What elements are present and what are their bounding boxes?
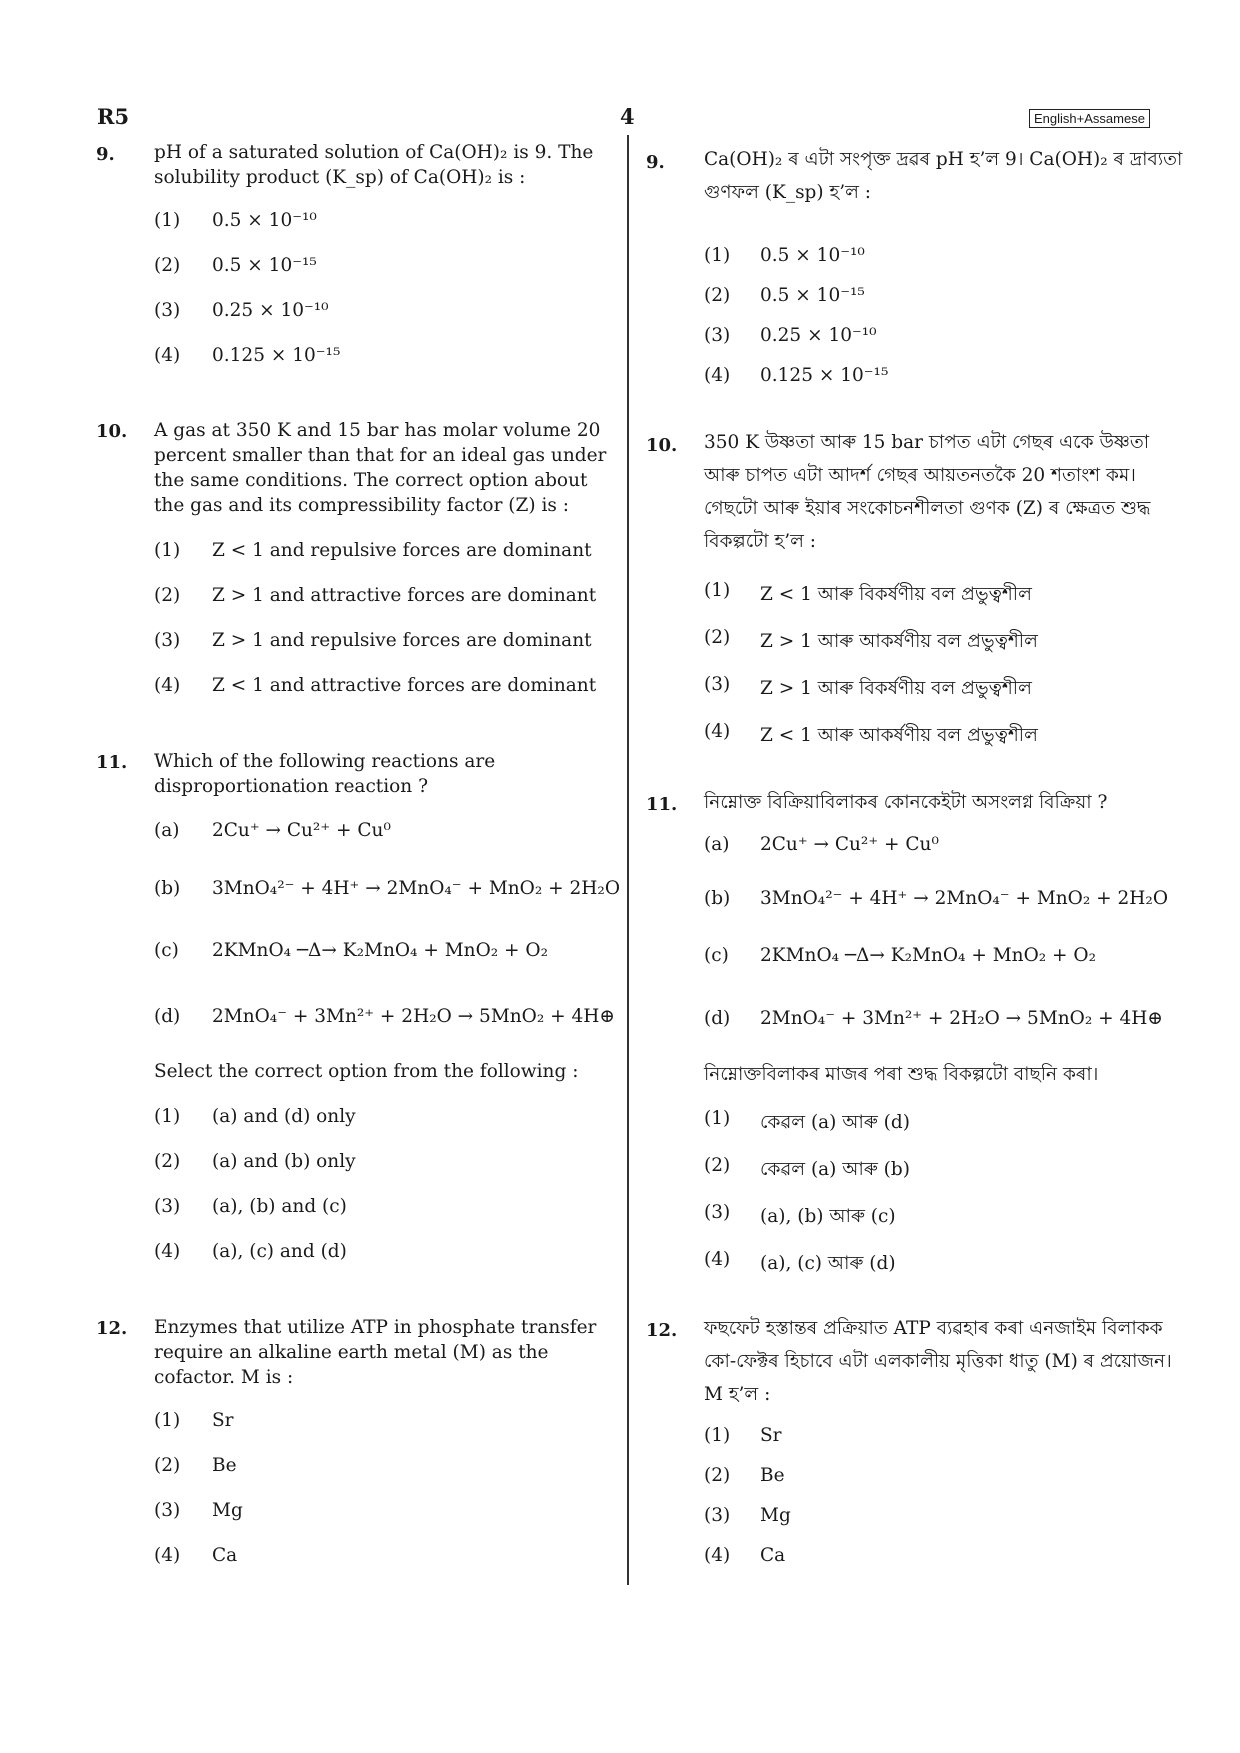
option-number: (2) — [154, 255, 181, 276]
option-text: (a), (c) আৰু (d) — [760, 1253, 896, 1274]
option-number: (1) — [704, 245, 731, 266]
reaction-label: (d) — [154, 1006, 181, 1027]
page-number: 4 — [620, 104, 635, 129]
option-text: (a), (c) and (d) — [212, 1241, 347, 1262]
option-number: (3) — [154, 1196, 181, 1217]
question-number: 12. — [646, 1320, 678, 1341]
option-text: কেৱল (a) আৰু (d) — [760, 1112, 910, 1133]
reaction-equation: 2MnO₄⁻ + 3Mn²⁺ + 2H₂O → 5MnO₂ + 4H⊕ — [760, 1008, 1163, 1029]
option-number: (3) — [154, 1500, 181, 1521]
option-text: 0.5 × 10⁻¹⁵ — [760, 285, 865, 306]
option-text: Ca — [760, 1545, 786, 1566]
reaction-equation: 3MnO₄²⁻ + 4H⁺ → 2MnO₄⁻ + MnO₂ + 2H₂O — [760, 888, 1169, 909]
option-text: 0.125 × 10⁻¹⁵ — [212, 345, 341, 366]
reaction-equation: 3MnO₄²⁻ + 4H⁺ → 2MnO₄⁻ + MnO₂ + 2H₂O — [212, 878, 621, 899]
option-number: (1) — [704, 1425, 731, 1446]
reaction-equation: 2MnO₄⁻ + 3Mn²⁺ + 2H₂O → 5MnO₂ + 4H⊕ — [212, 1006, 615, 1027]
option-number: (1) — [704, 580, 731, 601]
select-instruction: Select the correct option from the following : — [154, 1061, 579, 1082]
option-text: Z > 1 আৰু আকৰ্ষণীয় বল প্ৰভুত্বশীল — [760, 631, 1038, 652]
option-text: Z < 1 আৰু বিকৰ্ষণীয় বল প্ৰভুত্বশীল — [760, 584, 1032, 605]
option-text: কেৱল (a) আৰু (b) — [760, 1159, 910, 1180]
question-number: 10. — [96, 421, 128, 442]
option-text: Be — [212, 1455, 237, 1476]
option-number: (4) — [704, 1545, 731, 1566]
option-number: (1) — [154, 1410, 181, 1431]
option-number: (2) — [704, 1155, 731, 1176]
option-text: Z > 1 and repulsive forces are dominant — [212, 630, 592, 651]
option-number: (2) — [704, 285, 731, 306]
option-text: Z < 1 and repulsive forces are dominant — [212, 540, 592, 561]
option-number: (1) — [704, 1108, 731, 1129]
reaction-label: (b) — [154, 878, 181, 899]
question-stem: নিম্নোক্ত বিক্ৰিয়াবিলাকৰ কোনকেইটা অসংলগ্ন বিক্ৰিয়া ? — [704, 792, 1108, 813]
reaction-label: (c) — [154, 940, 179, 961]
option-number: (1) — [154, 540, 181, 561]
question-stem: Enzymes that utilize ATP in phosphate transfer require an alkaline earth metal (M) as the cofactor. M is : — [154, 1317, 597, 1388]
reaction-label: (d) — [704, 1008, 731, 1029]
option-number: (3) — [704, 674, 731, 695]
question-number: 11. — [646, 794, 678, 815]
question-stem: pH of a saturated solution of Ca(OH)₂ is 9. The solubility product (K_sp) of Ca(OH)₂ is : — [154, 142, 594, 188]
option-text: Be — [760, 1465, 785, 1486]
option-number: (2) — [704, 627, 731, 648]
column-divider — [627, 135, 629, 1585]
option-number: (3) — [154, 630, 181, 651]
question-number: 12. — [96, 1318, 128, 1339]
question-number: 10. — [646, 435, 678, 456]
question-stem: ফছফেট হস্তান্তৰ প্ৰক্ৰিয়াত ATP ব্যৱহাৰ কৰা এনজাইম বিলাকক কো-ফেক্টৰ হিচাবে এটা এলকালীয় মৃত্তিকা ধাতু (M) ৰ প্ৰয়োজন। M হ’ল : — [704, 1318, 1172, 1405]
option-text: (a) and (d) only — [212, 1106, 356, 1127]
option-text: (a), (b) আৰু (c) — [760, 1206, 896, 1227]
option-text: Z > 1 আৰু বিকৰ্ষণীয় বল প্ৰভুত্বশীল — [760, 678, 1032, 699]
option-number: (2) — [154, 1455, 181, 1476]
option-text: Sr — [212, 1410, 234, 1431]
option-text: 0.5 × 10⁻¹⁰ — [212, 210, 317, 231]
option-text: 0.25 × 10⁻¹⁰ — [212, 300, 329, 321]
option-text: 0.5 × 10⁻¹⁵ — [212, 255, 317, 276]
option-text: Mg — [760, 1505, 791, 1526]
reaction-equation: 2Cu⁺ → Cu²⁺ + Cu⁰ — [760, 834, 939, 855]
option-number: (4) — [154, 675, 181, 696]
select-instruction: নিম্নোক্তবিলাকৰ মাজৰ পৰা শুদ্ধ বিকল্পটো বাছনি কৰা। — [704, 1064, 1099, 1085]
question-stem: Which of the following reactions are disproportionation reaction ? — [154, 751, 496, 797]
option-number: (2) — [154, 1151, 181, 1172]
language-badge: English+Assamese — [1029, 109, 1150, 128]
question-number: 11. — [96, 752, 128, 773]
option-text: Z < 1 আৰু আকৰ্ষণীয় বল প্ৰভুত্বশীল — [760, 725, 1038, 746]
option-number: (4) — [154, 1241, 181, 1262]
option-text: (a), (b) and (c) — [212, 1196, 347, 1217]
reaction-label: (b) — [704, 888, 731, 909]
option-text: Z > 1 and attractive forces are dominant — [212, 585, 597, 606]
option-number: (2) — [704, 1465, 731, 1486]
option-number: (2) — [154, 585, 181, 606]
question-stem: 350 K উষ্ণতা আৰু 15 bar চাপত এটা গেছৰ একে উষ্ণতা আৰু চাপত এটা আদৰ্শ গেছৰ আয়তনতকৈ 20 শতাংশ কম। গেছটো আৰু ইয়াৰ সংকোচনশীলতা গুণক (Z) ৰ ক্ষেত্ৰত শুদ্ধ বিকল্পটো হ’ল : — [704, 432, 1151, 552]
question-number: 9. — [646, 152, 665, 173]
reaction-label: (a) — [154, 820, 180, 841]
reaction-label: (c) — [704, 945, 729, 966]
option-number: (4) — [704, 365, 731, 386]
question-stem: A gas at 350 K and 15 bar has molar volume 20 percent smaller than that for an ideal gas under the same conditions. The correct option about the gas and its compressibility factor (Z) is : — [154, 420, 607, 516]
option-number: (4) — [154, 1545, 181, 1566]
question-number: 9. — [96, 144, 115, 165]
reaction-equation: 2KMnO₄ ─Δ→ K₂MnO₄ + MnO₂ + O₂ — [760, 945, 1097, 966]
option-number: (4) — [704, 1249, 731, 1270]
option-text: Ca — [212, 1545, 238, 1566]
paper-code: R5 — [97, 104, 130, 129]
option-number: (1) — [154, 1106, 181, 1127]
option-text: (a) and (b) only — [212, 1151, 356, 1172]
option-number: (1) — [154, 210, 181, 231]
reaction-label: (a) — [704, 834, 730, 855]
option-number: (3) — [704, 325, 731, 346]
option-text: 0.125 × 10⁻¹⁵ — [760, 365, 889, 386]
option-number: (3) — [704, 1505, 731, 1526]
option-text: 0.5 × 10⁻¹⁰ — [760, 245, 865, 266]
option-text: Mg — [212, 1500, 243, 1521]
option-text: Z < 1 and attractive forces are dominant — [212, 675, 597, 696]
option-number: (3) — [154, 300, 181, 321]
question-stem: Ca(OH)₂ ৰ এটা সংপৃক্ত দ্ৰৱৰ pH হ’ল 9। Ca(OH)₂ ৰ দ্ৰাব্যতা গুণফল (K_sp) হ’ল : — [704, 149, 1183, 203]
reaction-equation: 2Cu⁺ → Cu²⁺ + Cu⁰ — [212, 820, 391, 841]
reaction-equation: 2KMnO₄ ─Δ→ K₂MnO₄ + MnO₂ + O₂ — [212, 940, 549, 961]
option-number: (3) — [704, 1202, 731, 1223]
option-number: (4) — [154, 345, 181, 366]
option-text: Sr — [760, 1425, 782, 1446]
option-number: (4) — [704, 721, 731, 742]
option-text: 0.25 × 10⁻¹⁰ — [760, 325, 877, 346]
